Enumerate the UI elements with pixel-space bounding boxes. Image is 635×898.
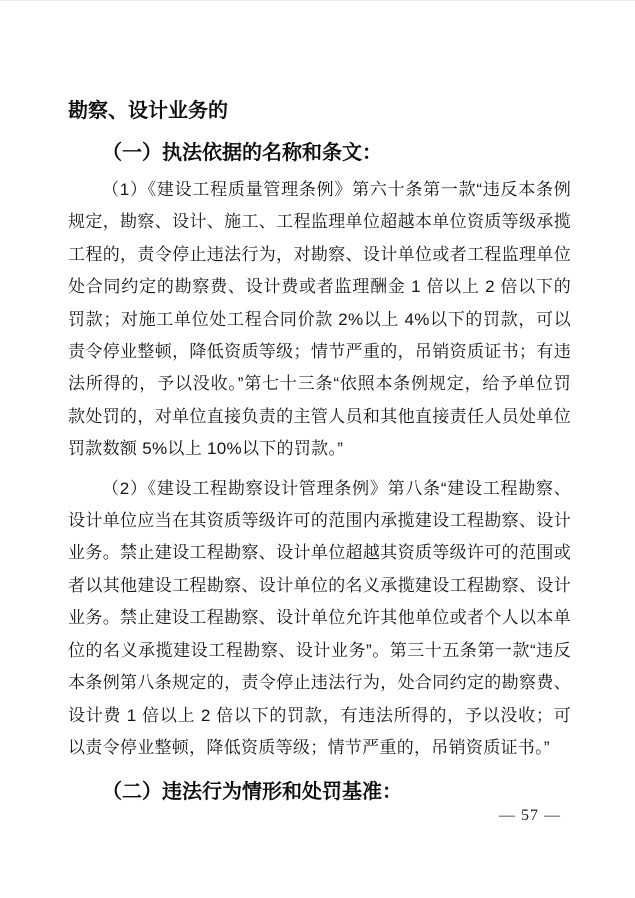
heading-enforcement-basis: （一）执法依据的名称和条文： [102, 142, 382, 164]
section-title: 勘察、设计业务的 [68, 100, 228, 122]
heading-violation-penalty-basis: （二）违法行为情形和处罚基准： [102, 781, 402, 804]
paragraph-survey-design-regulation: （2）《建设工程勘察设计管理条例》第八条“建设工程勘察、设计单位应当在其资质等级许可的范围内承揽建设工程勘察、设计业务。禁止建设工程勘察、设计单位超越其资质等级许可的范围或者以其他建设工程勘察、设计单位的名义承揽建设工程勘察、设计业务。禁止建设工程勘察、设计单位允许其他单位或者个人以本单位的名义承揽建设工程勘察、设计业务”。第三十五条第一款“违反本条例第八条规定的，责令停止违法行为，处合同约定的勘察费、设计费 1 倍以上 2 倍以下的罚款，有违法所得的，予以没收；可以责令停业整顿，降低资质等级；情节严重的，吊销资质证书。” [68, 478, 571, 757]
paragraph-quality-regulation: （1）《建设工程质量管理条例》第六十条第一款“违反本条例规定，勘察、设计、施工、工程监理单位超越本单位资质等级承揽工程的，责令停止违法行为，对勘察、设计单位或者工程监理单位处合同约定的勘察费、设计费或者监理酬金 1 倍以上 2 倍以下的罚款；对施工单位处工程合同价款 2%以上 4%以下的罚款，可以责令停业整顿，降低资质等级；情节严重的，吊销资质证书；有违法所得的，予以没收。”第七十三条“依照本条例规定，给予单位罚款处罚的，对单位直接负责的主管人员和其他直接责任人员处单位罚款数额 5%以上 10%以下的罚款。” [68, 180, 571, 459]
page-number: — 57 — [499, 807, 561, 824]
